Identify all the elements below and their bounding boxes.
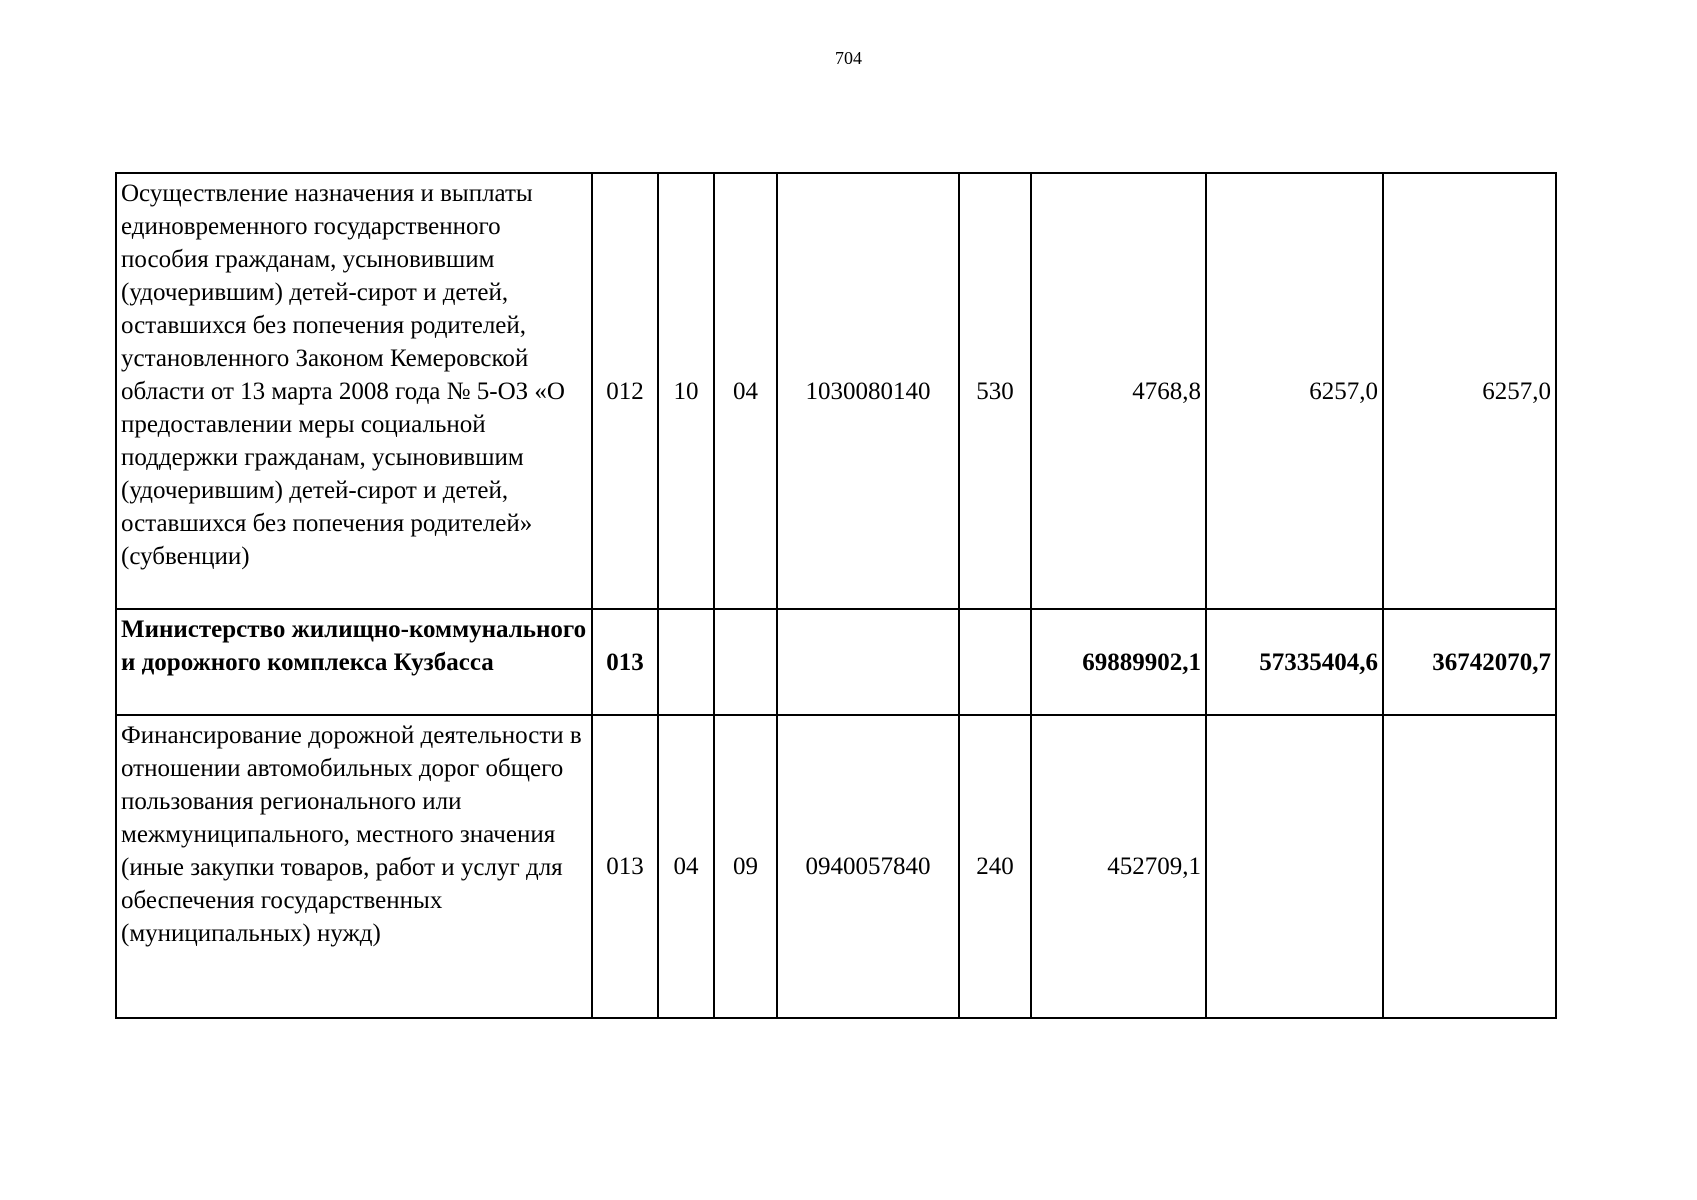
amount-3 xyxy=(1383,715,1556,1018)
row-name: Министерство жилищно-коммунального и дорожного комплекса Кузбасса xyxy=(116,609,592,715)
expense-type-code: 530 xyxy=(959,173,1031,609)
amount-2 xyxy=(1206,715,1383,1018)
expense-type-code: 240 xyxy=(959,715,1031,1018)
amount-1: 4768,8 xyxy=(1031,173,1206,609)
ministry-code: 012 xyxy=(592,173,658,609)
ministry-code: 013 xyxy=(592,609,658,715)
section-code: 04 xyxy=(658,715,714,1018)
amount-3: 6257,0 xyxy=(1383,173,1556,609)
row-name: Осуществление назначения и выплаты единовременного государственного пособия гражданам, усыновившим (удочерившим) детей-сирот и детей, оставшихся без попечения родителей, установленного Законом Кемеровской области от 13 марта 2008 года № 5-ОЗ «О предоставлении меры социальной поддержки гражданам, усыновившим (удочерившим) детей-сирот и детей, оставшихся без попечения родителей» (субвенции) xyxy=(116,173,592,609)
table-row xyxy=(116,715,1556,1018)
amount-3: 36742070,7 xyxy=(1383,609,1556,715)
table-row xyxy=(116,173,1556,609)
subsection-code xyxy=(714,609,777,715)
target-code xyxy=(777,609,959,715)
section-code xyxy=(658,609,714,715)
table-row xyxy=(116,609,1556,715)
expense-type-code xyxy=(959,609,1031,715)
target-code: 1030080140 xyxy=(777,173,959,609)
amount-2: 57335404,6 xyxy=(1206,609,1383,715)
page-number: 704 xyxy=(835,48,862,68)
ministry-code: 013 xyxy=(592,715,658,1018)
subsection-code: 09 xyxy=(714,715,777,1018)
section-code: 10 xyxy=(658,173,714,609)
target-code: 0940057840 xyxy=(777,715,959,1018)
amount-1: 452709,1 xyxy=(1031,715,1206,1018)
budget-table xyxy=(115,172,1557,1019)
row-name: Финансирование дорожной деятельности в отношении автомобильных дорог общего пользования регионального или межмуниципального, местного значения (иные закупки товаров, работ и услуг для обеспечения государственных (муниципальных) нужд) xyxy=(116,715,592,1018)
amount-1: 69889902,1 xyxy=(1031,609,1206,715)
subsection-code: 04 xyxy=(714,173,777,609)
amount-2: 6257,0 xyxy=(1206,173,1383,609)
